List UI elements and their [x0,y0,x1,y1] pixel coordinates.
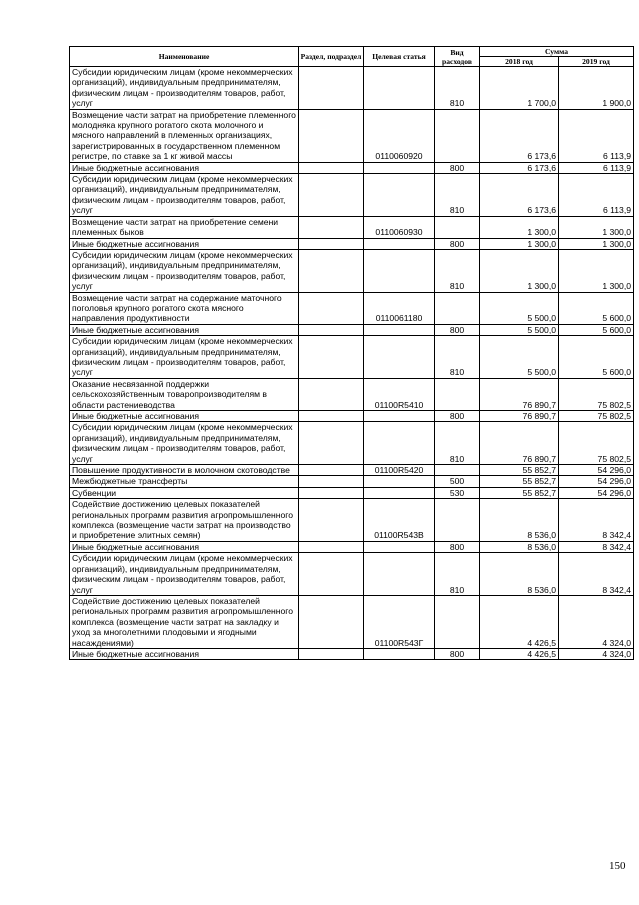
table-row [70,499,634,542]
cell-article [364,553,435,596]
cell-y2019: 5 600,0 [559,324,634,335]
cell-article [364,249,435,292]
cell-y2018: 1 300,0 [480,216,559,238]
cell-name: Повышение продуктивности в молочном скотоводстве [70,465,299,476]
cell-article [364,162,435,173]
cell-type [435,499,480,542]
cell-article [364,648,435,659]
table-row [70,648,634,659]
cell-name: Иные бюджетные ассигнования [70,238,299,249]
cell-section [299,378,364,410]
cell-section [299,499,364,542]
cell-y2019: 4 324,0 [559,648,634,659]
cell-section [299,487,364,498]
cell-name: Субсидии юридическим лицам (кроме некоммерческих организаций), индивидуальным предпринимателям, физическим лицам - производителям товаров, работ, услуг [70,553,299,596]
cell-type [435,216,480,238]
cell-article [364,67,435,110]
cell-y2019: 1 900,0 [559,67,634,110]
table-row [70,553,634,596]
cell-type: 530 [435,487,480,498]
table-row [70,465,634,476]
cell-article [364,487,435,498]
cell-section [299,336,364,379]
cell-type: 810 [435,336,480,379]
table-row [70,249,634,292]
table-row [70,336,634,379]
cell-article [364,422,435,465]
cell-name: Иные бюджетные ассигнования [70,648,299,659]
cell-name: Субсидии юридическим лицам (кроме некоммерческих организаций), индивидуальным предпринимателям, физическим лицам - производителям товаров, работ, услуг [70,67,299,110]
cell-article [364,476,435,487]
cell-section [299,216,364,238]
cell-article [364,238,435,249]
table-row [70,378,634,410]
table-row [70,238,634,249]
cell-article [364,541,435,552]
cell-y2018: 76 890,7 [480,411,559,422]
table-row [70,595,634,648]
cell-y2018: 8 536,0 [480,499,559,542]
header-article: Целевая статья [364,47,435,67]
cell-section [299,541,364,552]
cell-section [299,249,364,292]
cell-y2018: 4 426,5 [480,595,559,648]
cell-y2019: 75 802,5 [559,411,634,422]
header-type: Вид расходов [435,47,480,67]
cell-type: 800 [435,541,480,552]
cell-name: Субсидии юридическим лицам (кроме некоммерческих организаций), индивидуальным предпринимателям, физическим лицам - производителям товаров, работ, услуг [70,174,299,217]
cell-type [435,465,480,476]
cell-type: 800 [435,324,480,335]
header-name: Наименование [70,47,299,67]
cell-name: Субвенции [70,487,299,498]
cell-y2019: 75 802,5 [559,422,634,465]
cell-y2018: 5 500,0 [480,324,559,335]
table-row [70,216,634,238]
cell-section [299,324,364,335]
table-row [70,422,634,465]
cell-name: Иные бюджетные ассигнования [70,162,299,173]
cell-y2018: 6 173,6 [480,174,559,217]
table-row [70,324,634,335]
cell-y2019: 6 113,9 [559,174,634,217]
cell-article: 01100R5410 [364,378,435,410]
table-row [70,411,634,422]
cell-type [435,378,480,410]
cell-article [364,336,435,379]
cell-y2018: 55 852,7 [480,487,559,498]
cell-type: 800 [435,162,480,173]
table-row [70,292,634,324]
cell-y2018: 6 173,6 [480,109,559,162]
cell-y2018: 1 300,0 [480,238,559,249]
cell-name: Возмещение части затрат на содержание маточного поголовья крупного рогатого скота мясного направления продуктивности [70,292,299,324]
cell-y2019: 54 296,0 [559,487,634,498]
table-row [70,109,634,162]
cell-name: Межбюджетные трансферты [70,476,299,487]
cell-article [364,174,435,217]
table-row [70,476,634,487]
cell-type: 500 [435,476,480,487]
cell-section [299,465,364,476]
cell-y2018: 55 852,7 [480,465,559,476]
table-row [70,174,634,217]
cell-article: 01100R543Г [364,595,435,648]
header-2019: 2019 год [559,57,634,67]
cell-y2018: 1 300,0 [480,249,559,292]
cell-section [299,238,364,249]
cell-y2019: 5 600,0 [559,292,634,324]
cell-y2019: 1 300,0 [559,216,634,238]
cell-name: Иные бюджетные ассигнования [70,541,299,552]
cell-type: 810 [435,249,480,292]
budget-table [69,46,634,660]
cell-y2019: 5 600,0 [559,336,634,379]
cell-article: 0110060930 [364,216,435,238]
cell-y2018: 76 890,7 [480,378,559,410]
cell-y2019: 8 342,4 [559,499,634,542]
cell-article [364,411,435,422]
cell-y2019: 75 802,5 [559,378,634,410]
cell-section [299,162,364,173]
cell-name: Иные бюджетные ассигнования [70,324,299,335]
cell-y2019: 54 296,0 [559,476,634,487]
cell-y2018: 5 500,0 [480,292,559,324]
cell-section [299,648,364,659]
cell-y2019: 54 296,0 [559,465,634,476]
cell-y2018: 8 536,0 [480,553,559,596]
cell-y2018: 6 173,6 [480,162,559,173]
cell-type: 800 [435,648,480,659]
cell-y2019: 6 113,9 [559,162,634,173]
table-row [70,487,634,498]
cell-section [299,67,364,110]
cell-y2018: 5 500,0 [480,336,559,379]
cell-name: Возмещение части затрат на приобретение племенного молодняка крупного рогатого скота молочного и мясного направлений в племенных организациях, зарегистрированных в государственном племенном регистре, по ставке за 1 кг живой массы [70,109,299,162]
cell-y2019: 8 342,4 [559,553,634,596]
cell-name: Субсидии юридическим лицам (кроме некоммерческих организаций), индивидуальным предпринимателям, физическим лицам - производителям товаров, работ, услуг [70,422,299,465]
header-row-1 [70,47,634,57]
cell-name: Иные бюджетные ассигнования [70,411,299,422]
cell-type: 810 [435,67,480,110]
cell-y2019: 8 342,4 [559,541,634,552]
cell-article: 0110061180 [364,292,435,324]
cell-name: Содействие достижению целевых показателей региональных программ развития агропромышленного комплекса (возмещение части затрат на закладку и уход за многолетними плодовыми и ягодными насаждениями) [70,595,299,648]
cell-article [364,324,435,335]
table-row [70,162,634,173]
cell-name: Субсидии юридическим лицам (кроме некоммерческих организаций), индивидуальным предпринимателям, физическим лицам - производителям товаров, работ, услуг [70,249,299,292]
cell-type [435,292,480,324]
cell-type [435,595,480,648]
cell-section [299,422,364,465]
header-section: Раздел, подраздел [299,47,364,67]
cell-y2019: 4 324,0 [559,595,634,648]
cell-section [299,553,364,596]
header-2018: 2018 год [480,57,559,67]
page-number: 150 [609,860,626,872]
cell-y2018: 55 852,7 [480,476,559,487]
cell-y2019: 1 300,0 [559,238,634,249]
cell-section [299,109,364,162]
cell-type: 810 [435,553,480,596]
cell-article: 01100R5420 [364,465,435,476]
cell-y2018: 4 426,5 [480,648,559,659]
cell-type [435,109,480,162]
table-row [70,67,634,110]
cell-section [299,411,364,422]
cell-name: Содействие достижению целевых показателей региональных программ развития агропромышленного комплекса (возмещение части затрат на производство и приобретение элитных семян) [70,499,299,542]
cell-section [299,292,364,324]
cell-section [299,476,364,487]
cell-name: Субсидии юридическим лицам (кроме некоммерческих организаций), индивидуальным предпринимателям, физическим лицам - производителям товаров, работ, услуг [70,336,299,379]
cell-y2018: 1 700,0 [480,67,559,110]
cell-type: 810 [435,174,480,217]
table-row [70,541,634,552]
cell-article: 01100R543В [364,499,435,542]
cell-y2018: 76 890,7 [480,422,559,465]
cell-name: Возмещение части затрат на приобретение семени племенных быков [70,216,299,238]
cell-article: 0110060920 [364,109,435,162]
cell-y2019: 1 300,0 [559,249,634,292]
cell-y2018: 8 536,0 [480,541,559,552]
cell-type: 810 [435,422,480,465]
cell-name: Оказание несвязанной поддержки сельскохозяйственным товаропроизводителям в области растениеводства [70,378,299,410]
cell-type: 800 [435,238,480,249]
cell-type: 800 [435,411,480,422]
cell-section [299,174,364,217]
cell-section [299,595,364,648]
cell-y2019: 6 113,9 [559,109,634,162]
header-sum: Сумма [480,47,634,57]
